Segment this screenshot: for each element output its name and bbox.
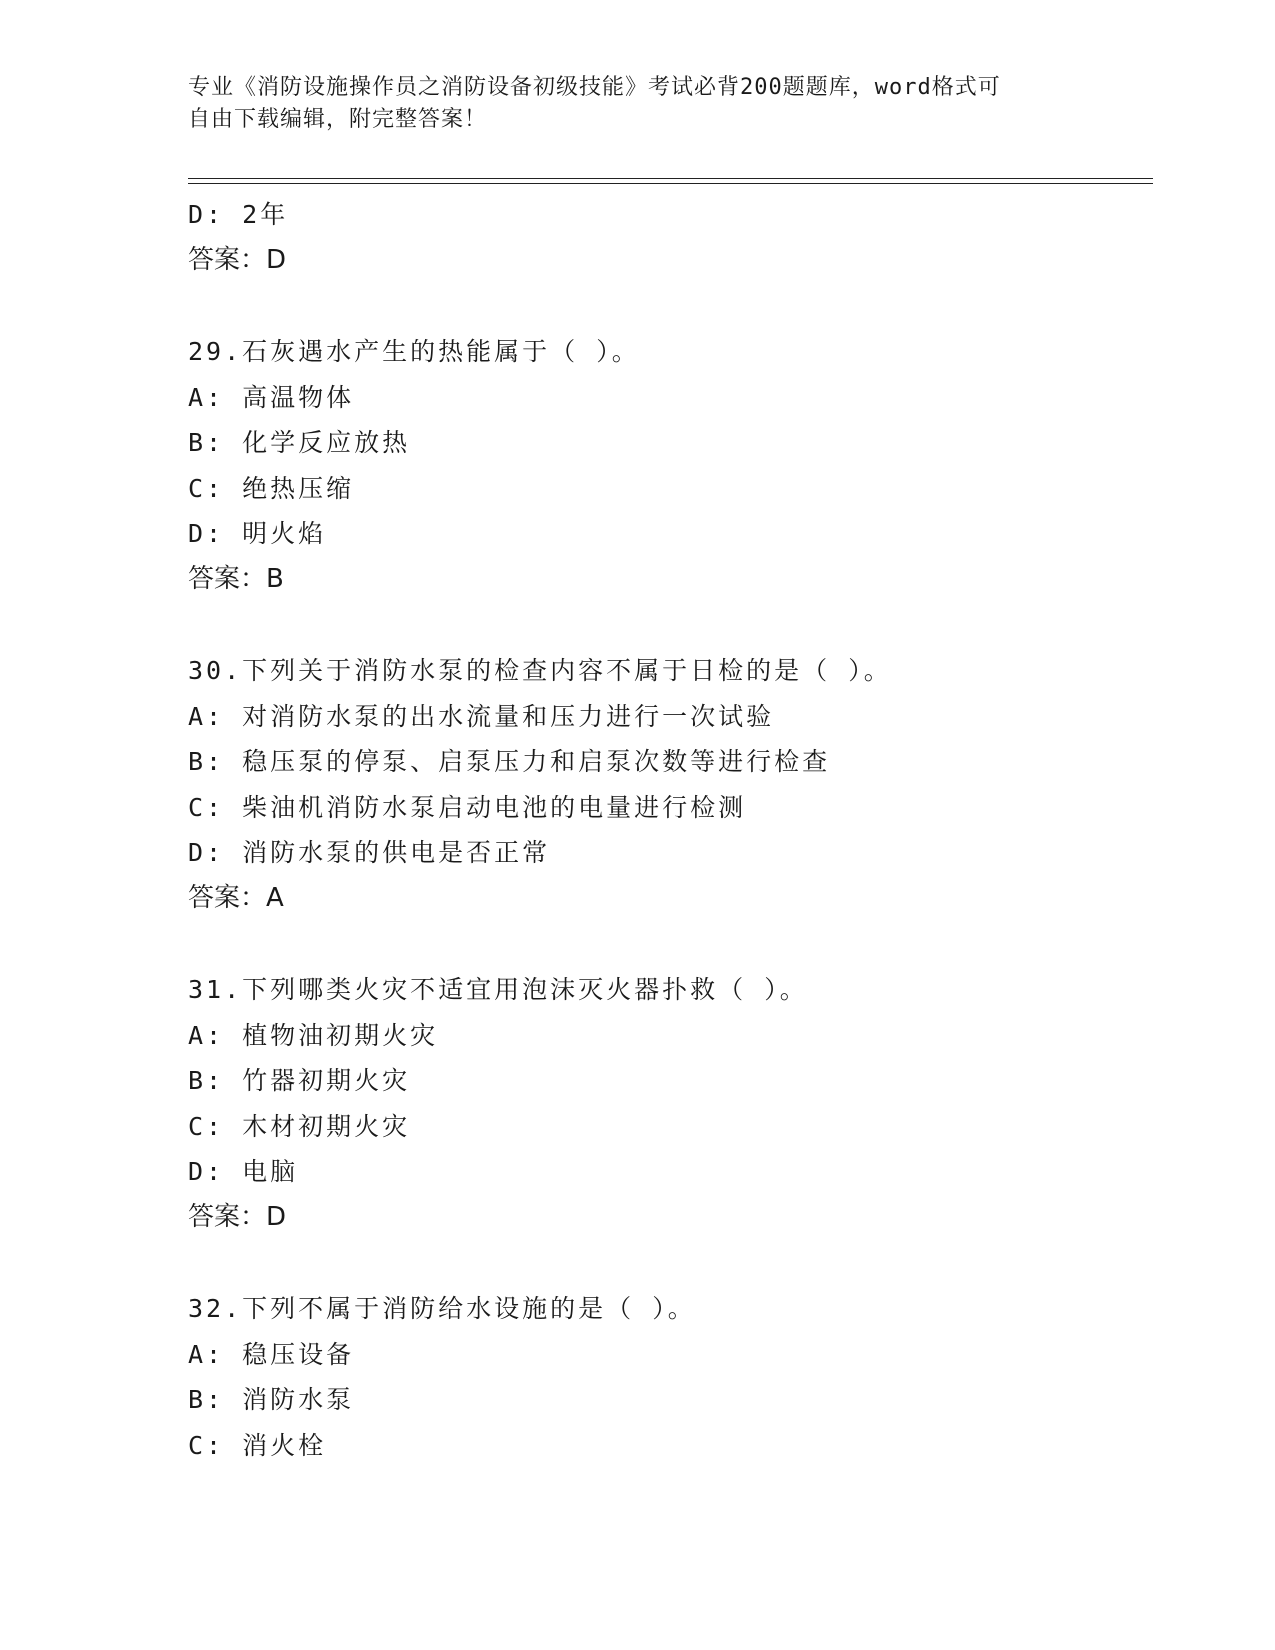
option-c: C: 绝热压缩: [188, 473, 355, 503]
option-a: A: 植物油初期火灾: [188, 1020, 439, 1050]
question-29: [188, 329, 1153, 602]
option-d: D: 消防水泵的供电是否正常: [188, 838, 551, 867]
answer-line: 答案：A: [188, 882, 284, 913]
option-a: A: 对消防水泵的出水流量和压力进行一次试验: [188, 701, 775, 731]
option-b: B: 消防水泵: [188, 1385, 355, 1414]
option-c: C: 木材初期火灾: [188, 1111, 411, 1141]
document-header: [188, 72, 1068, 136]
option-b: B: 稳压泵的停泵、启泵压力和启泵次数等进行检查: [188, 747, 831, 776]
spacer: [188, 602, 1153, 648]
question-stem: 32.下列不属于消防给水设施的是（ ）。: [188, 1294, 696, 1323]
question-stem: 29.石灰遇水产生的热能属于（ ）。: [188, 337, 640, 366]
option-d: D: 明火焰: [188, 519, 327, 548]
question-32: [188, 1286, 1153, 1468]
option-b: B: 竹器初期火灾: [188, 1066, 411, 1095]
spacer: [188, 283, 1153, 329]
header-line-1: 专业《消防设施操作员之消防设备初级技能》考试必背200题题库，word格式可: [188, 75, 1001, 100]
answer-line: 答案：D: [188, 244, 287, 275]
header-divider-top: [188, 178, 1153, 179]
header-divider-bottom: [188, 183, 1153, 184]
option-a: A: 高温物体: [188, 382, 355, 412]
question-30: [188, 648, 1153, 921]
spacer: [188, 1240, 1153, 1286]
option-d: D: 2年: [188, 200, 289, 229]
option-a: A: 稳压设备: [188, 1339, 355, 1369]
option-c: C: 柴油机消防水泵启动电池的电量进行检测: [188, 792, 747, 822]
option-c: C: 消火栓: [188, 1430, 327, 1460]
header-line-2: 自由下载编辑，附完整答案！: [188, 107, 488, 132]
option-d: D: 电脑: [188, 1157, 299, 1186]
question-stem: 30.下列关于消防水泵的检查内容不属于日检的是（ ）。: [188, 656, 892, 685]
answer-line: 答案：B: [188, 563, 284, 594]
question-31: [188, 967, 1153, 1240]
option-b: B: 化学反应放热: [188, 428, 411, 457]
question-list: [188, 192, 1153, 1468]
question-stem: 31.下列哪类火灾不适宜用泡沫灭火器扑救（ ）。: [188, 975, 808, 1004]
answer-line: 答案：D: [188, 1201, 287, 1232]
spacer: [188, 921, 1153, 967]
